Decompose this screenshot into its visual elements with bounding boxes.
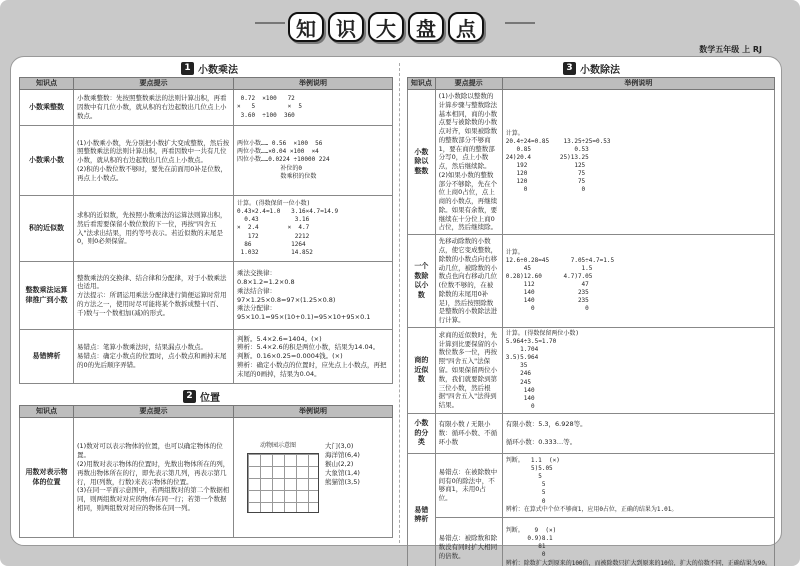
example-text: 判断。 1.1 (×) 5)5.05 5 5 5 0 辨析：在算式中个位不够商1，应用0占位，正确的结果为1.01。 (502, 453, 774, 517)
example-text: 计算。(得数保留一位小数) 0.43×2.4≈1.0 3.16×4.7≈14.9 0.43 3.16 × 2.4 × 4.7 172 2212 86 1264 1.032 14.852 (234, 196, 393, 262)
column-header: 要点提示 (435, 78, 502, 90)
title-char: 点 (448, 12, 484, 42)
example-text: 计算。 20.4÷24=0.85 13.25÷25=0.53 0.85 0.53 24)20.4 25)13.25 192 125 120 75 120 75 0 0 (502, 90, 774, 235)
example-text: 两位小数…… 0.56 ×100 56 两位小数……×0.04 ×100 ×4 四位小数……0.0224 ÷10000 224 补位的0 数乘积的位数 (234, 126, 393, 196)
column-header: 知识点 (408, 78, 436, 90)
knowledge-point: 用数对表示物体的位置 (20, 418, 74, 538)
section-title-position (183, 389, 220, 404)
title-char: 盘 (408, 12, 444, 42)
section-label: 小数除法 (580, 65, 620, 76)
tip-text: 整数乘法的交换律、结合律和分配律，对于小数乘法也适用。 方法提示：所谓运用乘法分配律进行简便运算时常用的方法之一，使用时尽可能将某个数拆成整十(百、千)数与一个数相加(减)的形式。 (74, 262, 234, 330)
knowledge-point: 小数的分类 (408, 413, 436, 453)
knowledge-point: 小数除以整数 (408, 90, 436, 235)
content-card (10, 56, 782, 566)
tip-text: 易错点：笔算小数乘法时，结果漏点小数点。 易错点：确定小数点的位置时，点小数点和画掉末尾的0的先后顺序弄错。 (74, 330, 234, 384)
multiplication-table (19, 77, 393, 384)
example-text: 判断。 9 (×) 0.9)8.1 81 0 辨析：除数扩大到原来的100倍，而被除数只扩大到原来的10倍，扩大的倍数不同，正确结果为90。 (502, 517, 774, 566)
tip-text: (1)小数乘小数，先分别把小数扩大变成整数，然后按照整数乘法的法则计算出积，再看因数中一共有几位小数，就从积的右边起数出几位点上小数点。 (2)积的小数位数不够时，要先在前面用0补足位数，再点上小数点。 (74, 126, 234, 196)
section-label: 位置 (200, 393, 220, 404)
example-text: 0.72 ×100 72 × 5 × 5 3.60 ÷100 360 (234, 90, 393, 126)
column-header: 举例说明 (234, 406, 393, 418)
knowledge-point: 易错辨析 (20, 330, 74, 384)
division-table (407, 77, 775, 566)
knowledge-point: 商的近似数 (408, 327, 436, 413)
example-cell (234, 418, 393, 538)
tip-text: 易错点：被除数和除数没有同时扩大相同的倍数。 (435, 517, 502, 566)
header (0, 0, 800, 54)
tip-text: 易错点：在被除数中间有0的除法中，不够商1，未用0占位。 (435, 453, 502, 517)
section-title-multiplication (181, 61, 238, 76)
example-text: 有限小数：5.3，6.928等。 循环小数：0.333…等。 (502, 413, 774, 453)
column-header: 要点提示 (74, 78, 234, 90)
decoration-right (505, 22, 535, 34)
column-header: 举例说明 (234, 78, 393, 90)
column-divider (399, 63, 400, 543)
tip-text: 小数乘整数：先按照整数乘法的法则计算出积，再看因数中有几位小数，就从积的右边起数出几位点上小数点。 (74, 90, 234, 126)
example-text: 计算。 12.6÷0.28=45 7.05÷4.7=1.5 45 1.5 0.28)12.60 4.7)7.05 112 47 140 235 140 235 0 0 (502, 235, 774, 328)
section-number: 1 (181, 62, 194, 75)
book-label: 数学五年级 上 RJ (699, 45, 762, 54)
tip-text: 先移动除数的小数点，使它变成整数，除数的小数点向右移动几位，被除数的小数点也向右移动几位(位数不够的，在被除数的末尾用0补足)，然后按照除数是整数的小数除法进行计算。 (435, 235, 502, 328)
column-header: 要点提示 (74, 406, 234, 418)
column-header: 举例说明 (502, 78, 774, 90)
zoo-grid (247, 453, 319, 513)
knowledge-point: 积的近似数 (20, 196, 74, 262)
tip-text: (1)数对可以表示物体的位置，也可以确定物体的位置。 (2)用数对表示物体的位置时，先数出物体所在的列，再数出物体所在的行，即先表示第几列，再表示第几行，用(列数，行数)来表示物体的位置。 (3)在同一平面示意图中，若两组数对的第二个数据相同，则两组数对对应的物体在同一行；若第一个数据相同，则两组数对对应的物体在同一列。 (74, 418, 234, 538)
position-table (19, 405, 393, 538)
knowledge-point: 易错辨析 (408, 453, 436, 566)
example-text: 乘法交换律： 0.8×1.2=1.2×0.8 乘法结合律： 97×1.25×0.8=97×(1.25×0.8) 乘法分配律： 95×10.1=95×(10+0.1)=95×10+95×0.1 (234, 262, 393, 330)
section-number: 2 (183, 390, 196, 403)
column-header: 知识点 (20, 78, 74, 90)
section-label: 小数乘法 (198, 65, 238, 76)
tip-text: 有限小数 / 无限小数：循环小数、不循环小数 (435, 413, 502, 453)
section-title-division (563, 61, 620, 76)
column-header: 知识点 (20, 406, 74, 418)
tip-text: 求积的近似数，先按照小数乘法的运算法则算出积，然后看需要保留小数位数的下一位，再按"四舍五入"法求出结果，用约等号表示。若近似数的末尾是0，则0必须保留。 (74, 196, 234, 262)
title-char: 识 (328, 12, 364, 42)
knowledge-point: 整数乘法运算律推广到小数 (20, 262, 74, 330)
knowledge-point: 一个数除以小数 (408, 235, 436, 328)
section-number: 3 (563, 62, 576, 75)
title-char: 知 (288, 12, 324, 42)
title-char: 大 (368, 12, 404, 42)
tip-text: (1)小数除以整数的计算步骤与整数除法基本相同，商的小数点要与被除数的小数点对齐，如果被除数的整数部分不够商1，要在商的整数部分写0，点上小数点，然后继续除。 (2)如果小数的整数部分不够除，先在个位上商0占位，点上商的小数点，再继续除。如果有余数，要继续在十分位上商0占位，然后继续除。 (435, 90, 502, 235)
example-text: 计算。(得数保留两位小数) 5.964÷3.5≈1.70 1.704 3.5)5.964 35 246 245 140 140 0 (502, 327, 774, 413)
page-title (288, 12, 484, 44)
place-list: 大门(3,0) 海洋馆(6,4) 猴山(2,2) 大象馆(1,4) 熊猫馆(3,5) (325, 442, 360, 486)
knowledge-point: 小数乘整数 (20, 90, 74, 126)
decoration-left (255, 22, 285, 34)
grid-title: 动物园示意图 (259, 442, 296, 450)
example-text: 判断。5.4×2.6=1404。(×) 辨析：5.4×2.6的积是两位小数，结果为14.04。 判断。0.16×0.25=0.0004钱。(×) 辨析：确定小数点的位置时，应先点上小数点，再把末尾的0画掉，结果为0.04。 (234, 330, 393, 384)
tip-text: 求商的近似数时，先计算到比要保留的小数位数多一位，再按照"四舍五入"法保留。如果保留两位小数，我们就要除到第三位小数，然后根据"四舍五入"法得到结果。 (435, 327, 502, 413)
knowledge-point: 小数乘小数 (20, 126, 74, 196)
